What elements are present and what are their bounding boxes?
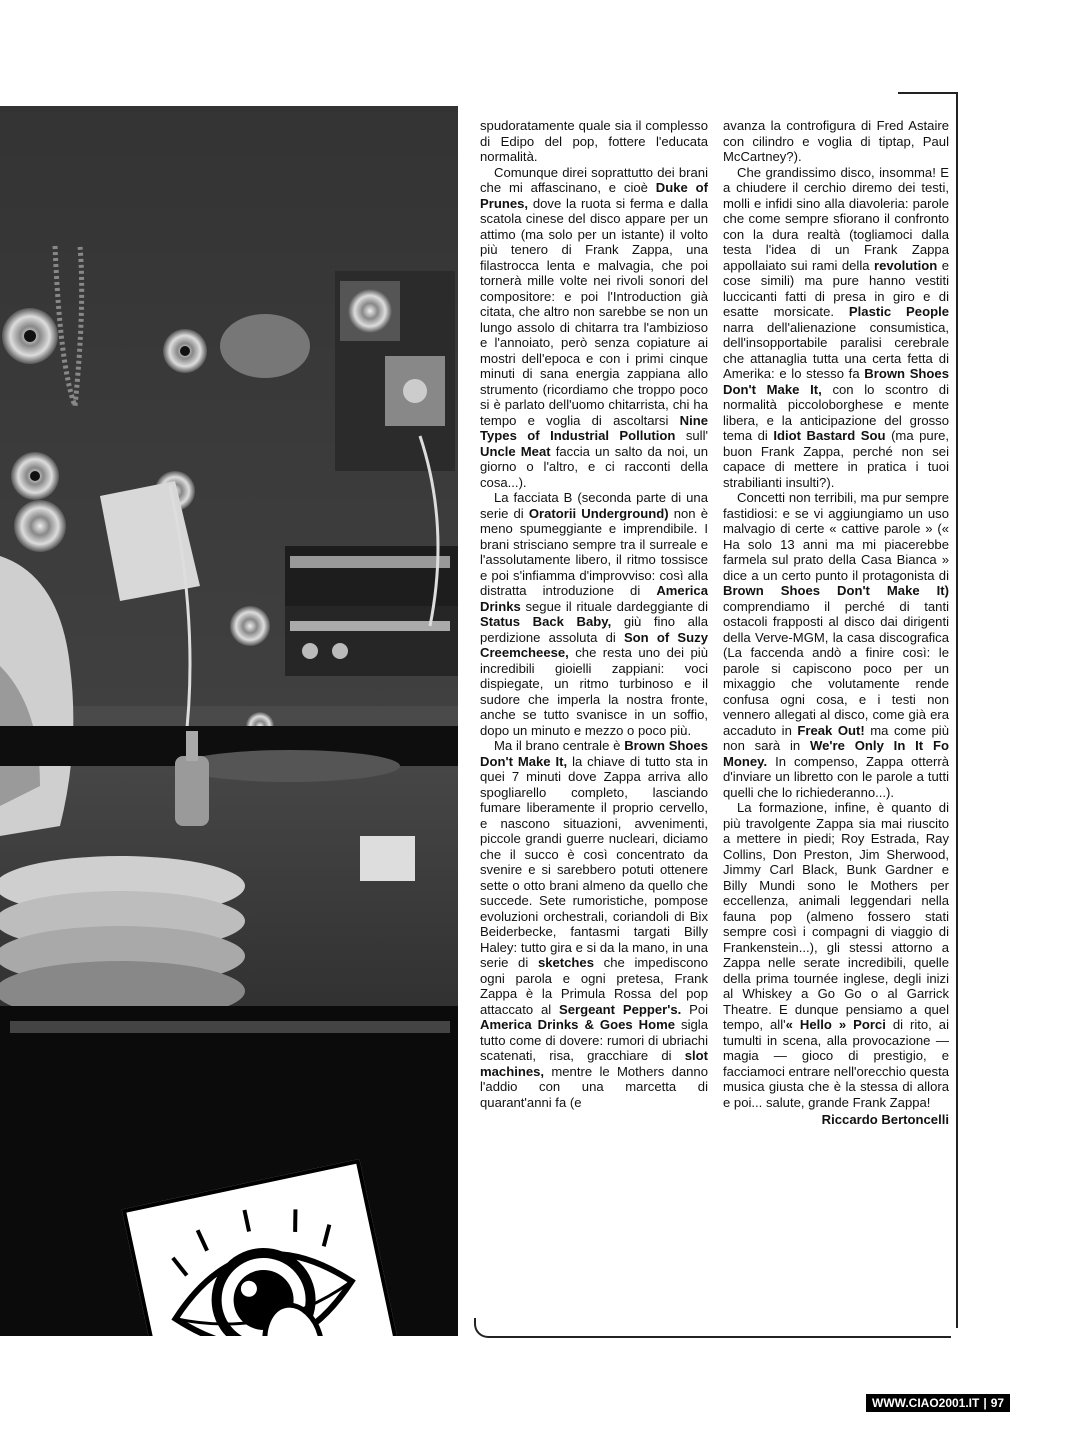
article-column-2-body: [723, 118, 949, 1110]
studio-photo: [0, 106, 458, 1336]
article-paragraph: Ma il brano centrale è Brown Shoes Don't Make It, la chiave di tutto sta in quei 7 minuti dove Zappa arriva allo spogliarello completo, lasciando fumare liberamente il proprio cervello, e nascono situazioni, avvenimenti, piccole grandi guerre nucleari, diciamo che il succo è così concentrato da svenire e si sarebbero potuti ottenere sette o otto brani almeno da quello che succede. Sete rumoristiche, pompose evoluzioni orchestrali, coriandoli di Bix Beiderbecke, fantasmi targati Billy Haley: tutto gira e si da la mano, in una serie di sketches che impediscono ogni parola e ogni pretesa, Frank Zappa è la Primula Rossa del pop attaccato al Sergeant Pepper's. Poi America Drinks & Goes Home sigla tutto come di dovere: rumori di ubriachi scatenati, risa, gracchiare di slot machines, mentre le Mothers danno l'addio con una marcetta di quarant'anni fa (e: [480, 738, 709, 1110]
column-frame-top: [898, 92, 958, 94]
eye-icon: [145, 1181, 382, 1336]
article-paragraph: La facciata B (seconda parte di una serie di Oratorii Underground) non è meno spumeggiante e imprendibile. I brani strisciano sempre tra il surreale e l'assolutamente libero, il ritmo tossisce e poi s'infiamma d'improvviso: così alla distratta introduzione di America Drinks segue il rituale dardeggiante di Status Back Baby, giù fino alla perdizione assoluta di Son of Suzy Creemcheese, che resta uno dei più incredibili gioielli zappiani: voci dispiegate, un ritmo turbinoso e il sudore che imperla la nostra fronte, anche se tutto svanisce in un soffio, dopo un minuto e mezzo o poco più.: [480, 490, 708, 738]
author-signature: Riccardo Bertoncelli: [821, 1112, 949, 1127]
article-paragraph: Comunque direi soprattutto dei brani che mi affascinano, e cioè Duke of Prunes, dove la ruota si ferma e dalla scatola cinese del disco appare per un attimo (ma solo per un istante) il volto più tenero di Frank Zappa, una filastrocca lenta e malvagia, che poi tornerà mille volte nei rivoli sonori del compositore: e poi l'Introduction già citata, che altro non sarebbe se non un lungo assolo di chitarra tra l'ambizioso e l'annoiato, però senza copiature ai mostri dell'epoca e con i primi cinque minuti di sana energia zappiana allo strumento (ricordiamo che troppo poco si è parlato dell'uomo chitarrista, chi ha tempo e voglia di ascoltarsi Nine Types of Industrial Pollution sull' Uncle Meat faccia un salto da noi, un giorno o l'altro, e ci racconti della cosa...).: [480, 164, 708, 490]
article-paragraph: Concetti non terribili, ma pur sempre fastidiosi: e se vi aggiungiamo un uso malvagio di certe « cattive parole » (« Ha solo 13 anni ma mi piacerebbe farmela sul prato della Casa Bianca » dice a un certo punto il protagonista di Brown Shoes Don't Make It) comprendiamo il perché di tanti ostacoli frapposti al disco dai dirigenti della Verve-MGM, la casa discografica (La faccenda andò a finire così: le parole si capiscono poco per un mixaggio che volutamente rende confusa ogni cosa, e i testi non vennero allegati al disco, come già era accaduto in Freak Out! ma come più non sarà in We're Only In It Fo Money. In compenso, Zappa otterrà d'inviare un libretto con le parole a tutti quelli che lo richiederanno...).: [723, 490, 949, 800]
article-paragraph: spudoratamente quale sia il complesso di Edipo del pop, fottere l'educata normalità.: [480, 118, 708, 164]
page-number: 97: [990, 1396, 1005, 1410]
article-paragraph: La formazione, infine, è quanto di più travolgente Zappa sia mai riuscito a mettere in piedi; Roy Estrada, Ray Collins, Don Preston, Jim Sherwood, Jimmy Carl Black, Bunk Gardner e Billy Mundi sono le Mothers per eccellenza, animali leggendari nella fauna pop (almeno fossero stati sempre così i compagni di viaggio di Frankenstein...), gli stessi attorno a Zappa nelle serate incredibili, quelle della prima tournée inglese, degli inizi al Whiskey a Go Go o al Garrick Theatre. E dunque pensiamo a quel tempo, all'« Hello » Porci di rito, ai tumulti in scena, alla provocazione — magia — gioco di prestigio, e facciamoci entrare nell'orecchio questa musica giusta che è la stessa di allora e poi... salute, grande Frank Zappa!: [723, 800, 949, 1110]
article-paragraph: avanza la controfigura di Fred Astaire con cilindro e voglia di tiptap, Paul McCartney?).: [723, 118, 949, 164]
studio-photo-icon: [0, 106, 458, 1336]
column-frame-right: [956, 92, 958, 1328]
article-paragraph: Che grandissimo disco, insomma! E a chiudere il cerchio diremo dei testi, molli e infidi sino alla diavoleria: parole che come sempre sfiorano il confronto con la dura realtà (togliamoci dalla testa l'idea di un Frank Zappa appollaiato sui rami della revolution e cose simili) ma pure hanno vestiti luccicanti fatti di presa in giro e di esatte morsicate. Plastic People narra dell'alienazione consumistica, dell'insopportabile paralisi cerebrale che attanaglia tutta una certa fetta di Amerika: e lo stesso fa Brown Shoes Don't Make It, con lo scontro di normalità piccoloborghese e mente libera, e la anticipazione del grosso tema di Idiot Bastard Sou (ma pure, buon Frank Zappa, perché non sei capace di mettere in pratica i tuoi strabilianti insulti?).: [723, 164, 949, 490]
page-footer: [866, 1394, 1010, 1412]
column-frame-bottom: [474, 1318, 951, 1338]
footer-separator: |: [983, 1396, 987, 1410]
article-column-1: [480, 118, 708, 1110]
site-url[interactable]: WWW.CIAO2001.IT: [872, 1396, 980, 1410]
article-column-2: [723, 118, 949, 1128]
